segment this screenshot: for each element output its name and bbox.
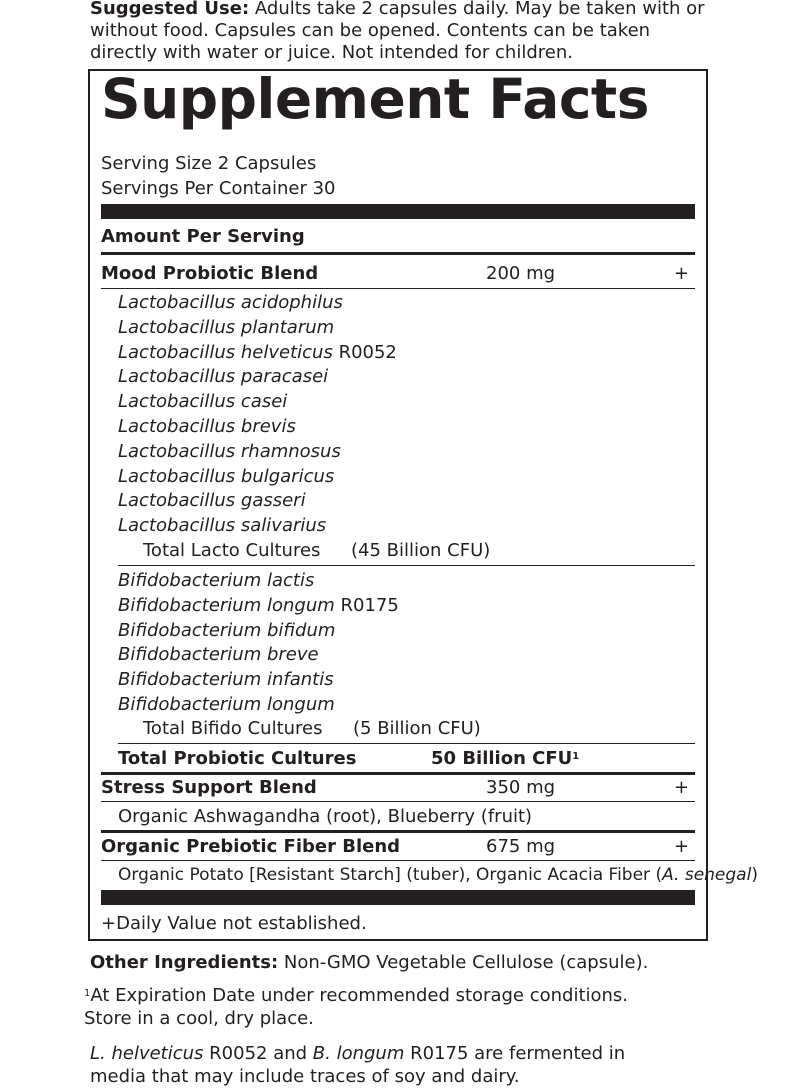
strain-row (101, 315, 695, 340)
total-lacto-value: (45 Billion CFU) (351, 540, 491, 561)
divider (118, 565, 695, 566)
total-probiotic-label: Total Probiotic Cultures (118, 748, 357, 769)
footnote-2-text-2: R0175 are fermented in media that may include traces of soy and dairy. (90, 1043, 626, 1087)
strain-row (101, 513, 695, 538)
divider (118, 743, 695, 744)
prebiotic-ingredients-b: ) (751, 865, 758, 885)
footnote-2-text-1: R0052 and (203, 1043, 313, 1064)
strain-row (101, 692, 695, 717)
thick-divider-bottom (101, 890, 695, 905)
footnote-1-text: At Expiration Date under recommended storage conditions. Store in a cool, dry place. (84, 985, 629, 1029)
suggested-use-label: Suggested Use: (90, 0, 250, 19)
strain-name: Lactobacillus gasseri (118, 490, 306, 512)
strain-name: Lactobacillus salivarius (118, 515, 327, 537)
strain-name: Bifidobacterium breve (118, 644, 319, 666)
stress-blend-dv: + (673, 777, 689, 798)
prebiotic-ingredients-a: Organic Potato [Resistant Starch] (tuber), Organic Acacia Fiber ( (118, 865, 663, 885)
divider (101, 830, 695, 833)
strain-row (101, 593, 695, 618)
strain-code: R0175 (334, 594, 399, 616)
prebiotic-blend-amount: 675 mg (486, 836, 556, 857)
strain-row (101, 642, 695, 667)
total-bifido-value: (5 Billion CFU) (353, 718, 481, 739)
prebiotic-ingredients-italic: A. senegal (662, 865, 752, 885)
strain-name: Lactobacillus brevis (118, 416, 296, 437)
total-bifido-row (101, 716, 695, 741)
total-lacto-label: Total Lacto Cultures (143, 540, 321, 561)
strain-row (101, 464, 695, 489)
mood-blend-dv: + (673, 263, 689, 284)
servings-per-container: Servings Per Container 30 (101, 178, 336, 199)
serving-size: Serving Size 2 Capsules (101, 153, 317, 174)
total-probiotic-value: 50 Billion CFU (431, 748, 573, 769)
stress-blend-row (101, 775, 695, 800)
strain-name: Lactobacillus helveticus (118, 341, 333, 363)
strain-code: R0052 (332, 341, 397, 363)
other-ingredients (90, 952, 648, 973)
stress-blend-amount: 350 mg (486, 777, 556, 798)
footnote-2 (90, 1042, 650, 1088)
strain-name: Bifidobacterium longum (118, 594, 335, 616)
stress-blend-ingredients: Organic Ashwagandha (root), Blueberry (fruit) (118, 806, 533, 827)
amount-per-serving: Amount Per Serving (101, 226, 305, 247)
strain-row (101, 667, 695, 692)
strain-name: Lactobacillus paracasei (118, 366, 329, 388)
strain-name: Lactobacillus plantarum (118, 316, 335, 338)
footnote-2-italic-1: L. helveticus (90, 1043, 204, 1064)
other-ingredients-label: Other Ingredients: (90, 952, 279, 973)
divider (101, 860, 695, 861)
mood-blend-name: Mood Probiotic Blend (101, 263, 319, 284)
strain-name: Lactobacillus acidophilus (118, 292, 343, 313)
total-bifido-label: Total Bifido Cultures (143, 718, 323, 739)
footnote-1-marker: 1 (84, 988, 91, 999)
divider (101, 252, 695, 255)
strain-name: Lactobacillus bulgaricus (118, 465, 335, 487)
strain-name: Bifidobacterium longum (118, 694, 335, 715)
strain-name: Bifidobacterium infantis (118, 669, 334, 691)
stress-blend-name: Stress Support Blend (101, 777, 317, 798)
strain-row (101, 389, 695, 414)
divider (101, 801, 695, 802)
strain-name: Bifidobacterium bifidum (118, 619, 336, 641)
footnote-1 (84, 984, 644, 1030)
prebiotic-blend-name: Organic Prebiotic Fiber Blend (101, 836, 401, 857)
prebiotic-blend-ingredients-row (101, 863, 758, 888)
strain-row (101, 414, 695, 439)
strain-row (101, 364, 695, 389)
footnote-marker: 1 (572, 751, 580, 762)
mood-blend-amount: 200 mg (486, 263, 556, 284)
other-ingredients-text: Non-GMO Vegetable Cellulose (capsule). (278, 952, 649, 973)
strain-row (101, 618, 695, 643)
suggested-use-text: Adults take 2 capsules daily. May be taken with or without food. Capsules can be opened. Contents can be taken directly with water or juice. Not intended for children. (90, 0, 705, 63)
prebiotic-blend-row (101, 834, 695, 859)
strain-row (101, 290, 695, 315)
suggested-use (90, 0, 710, 64)
footnote-2-italic-2: B. longum (312, 1043, 405, 1064)
divider (101, 288, 695, 289)
supplement-facts-panel (88, 67, 758, 941)
total-lacto-row (101, 538, 695, 563)
strain-row (101, 488, 695, 513)
strain-name: Bifidobacterium lactis (118, 570, 315, 591)
stress-blend-ingredients-row (101, 804, 695, 829)
strain-row (101, 340, 695, 365)
prebiotic-blend-dv: + (673, 836, 689, 857)
thick-divider-top (101, 204, 695, 219)
total-probiotic-row (101, 746, 695, 771)
strain-row (101, 568, 695, 593)
panel-title: Supplement Facts (101, 67, 649, 131)
strain-row (101, 439, 695, 464)
daily-value-note: +Daily Value not established. (101, 913, 367, 934)
strain-name: Lactobacillus rhamnosus (118, 440, 341, 462)
mood-blend-row (101, 261, 695, 286)
serving-info (101, 151, 335, 201)
strain-name: Lactobacillus casei (118, 391, 288, 413)
